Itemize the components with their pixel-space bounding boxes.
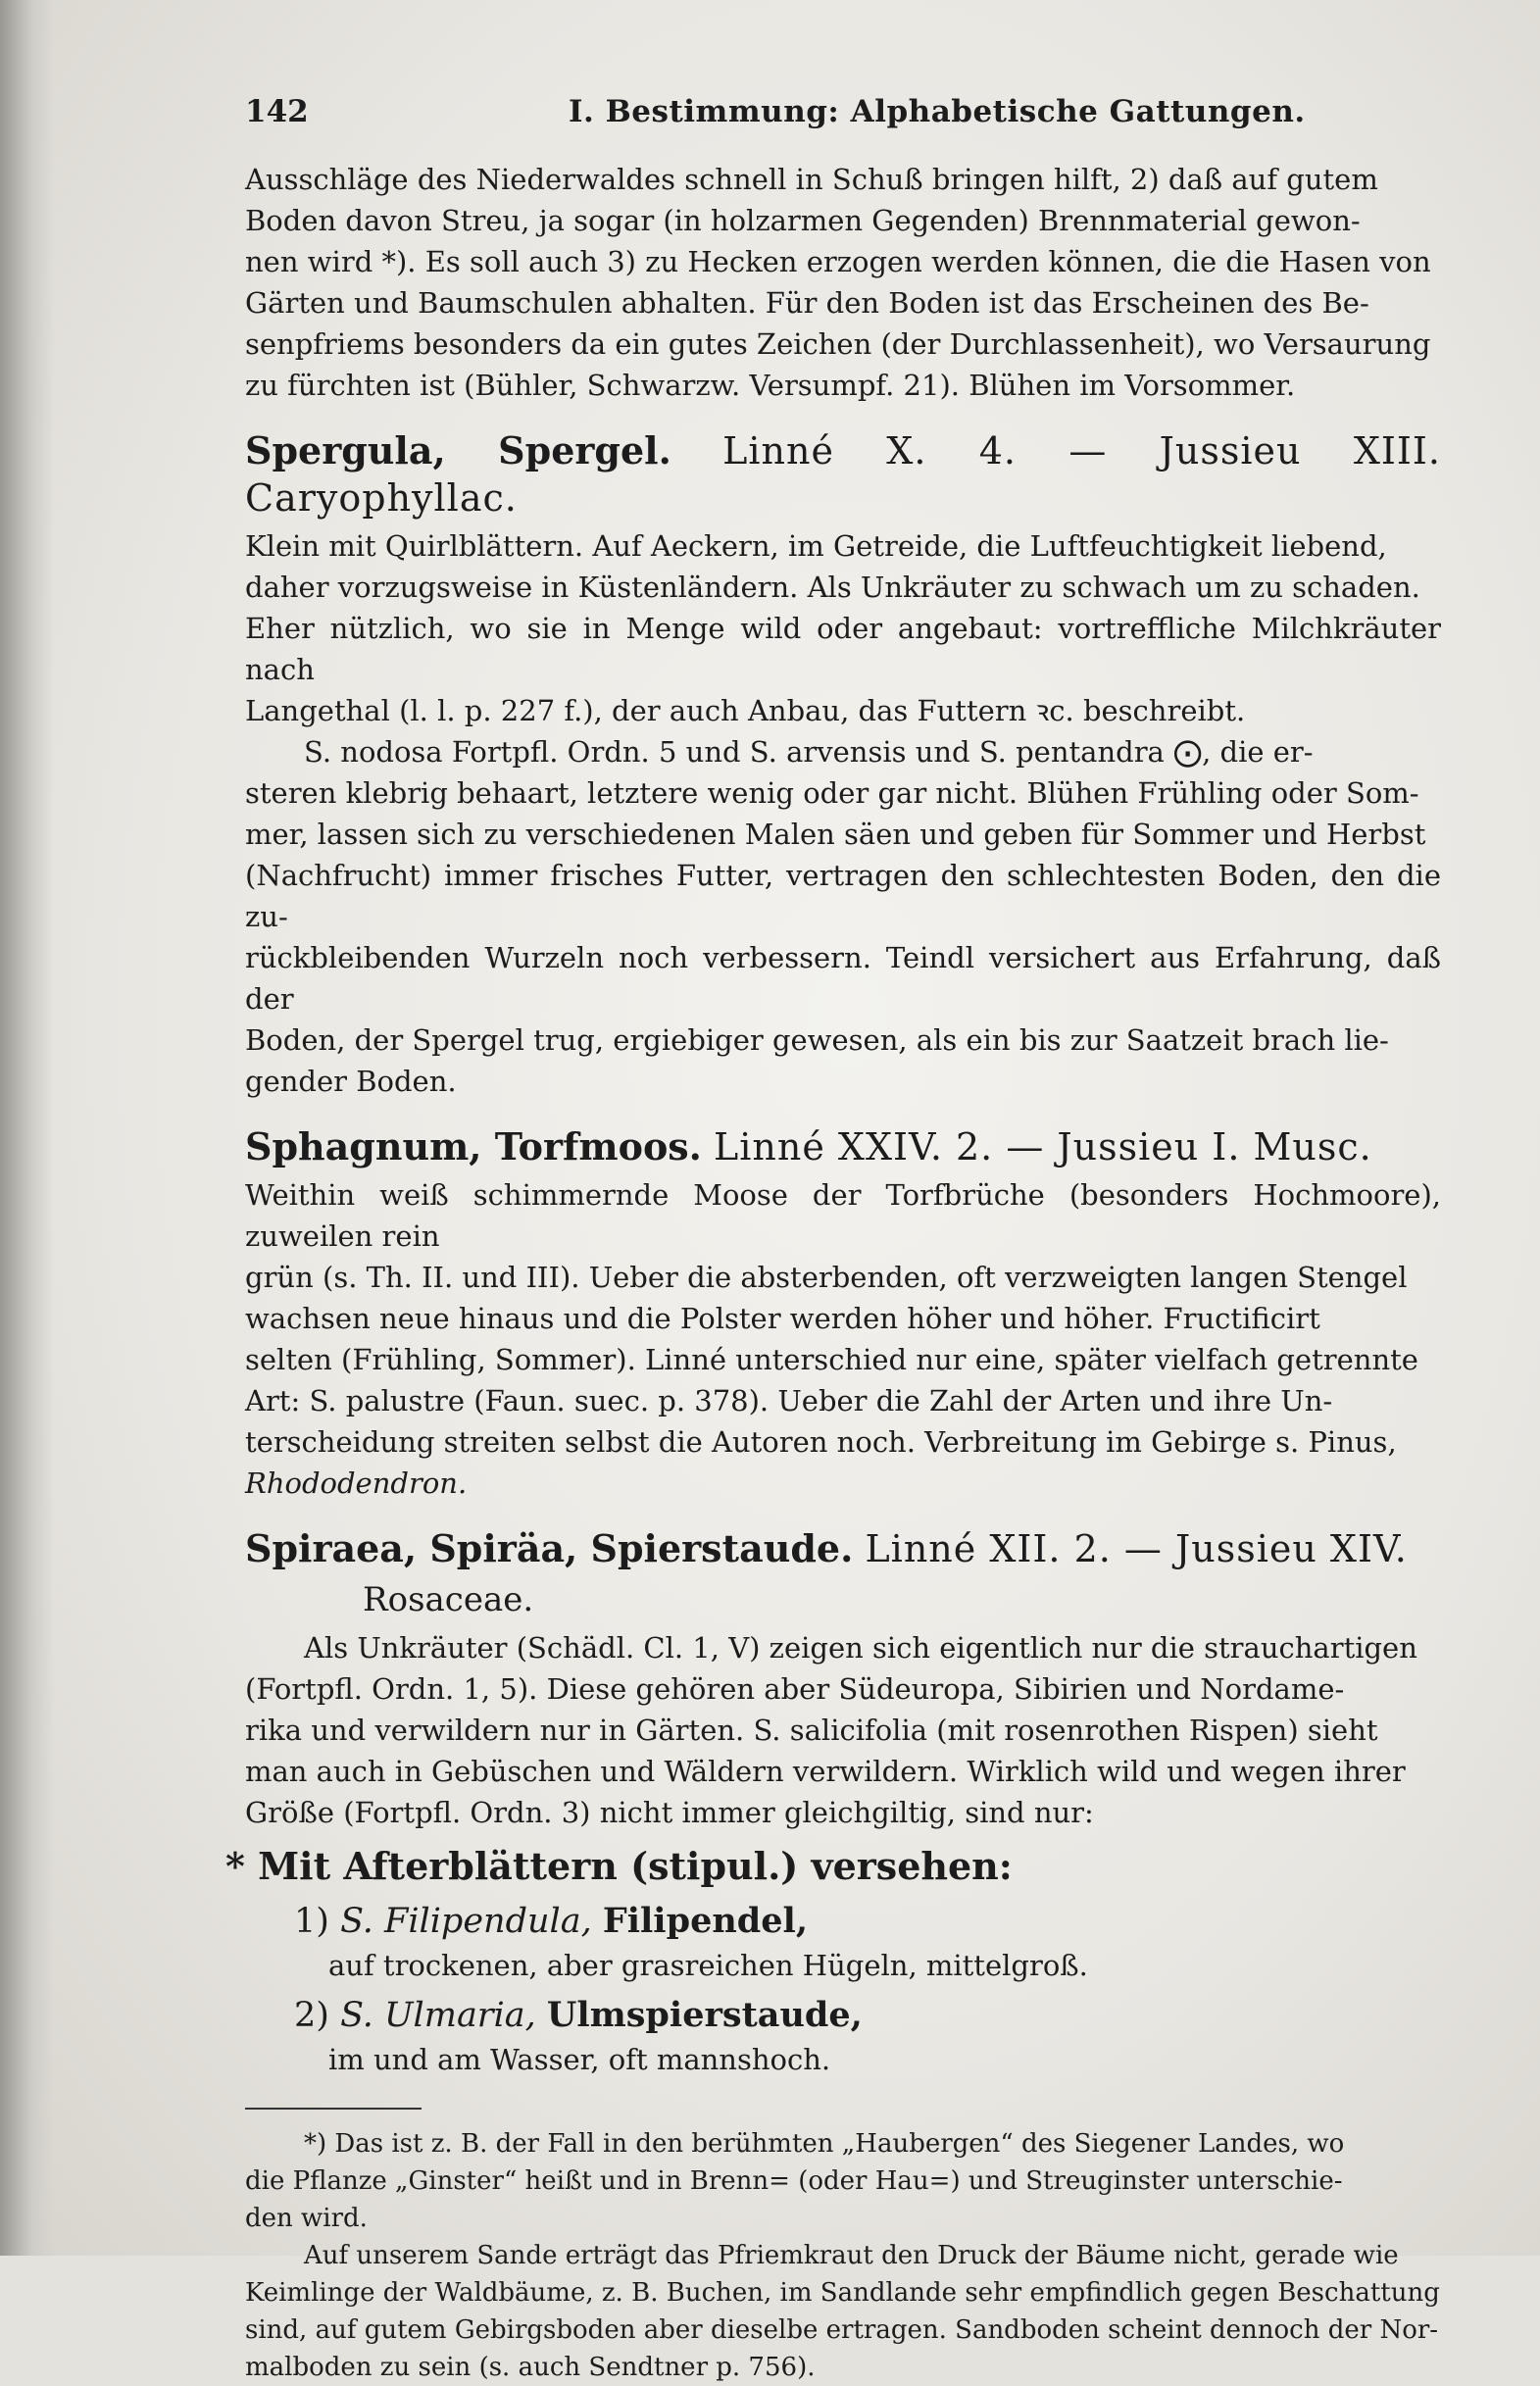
text-line: selten (Frühling, Sommer). Linné unterschied nur eine, später vielfach getrennte: [245, 1343, 1418, 1376]
species-number: 1): [294, 1902, 329, 1941]
footnote-line: die Pflanze „Ginster“ heißt und in Brenn= (oder Hau=) und Streuginster unterschie-: [245, 2166, 1343, 2196]
species-common-name: Filipendel,: [602, 1901, 809, 1941]
text-line: steren klebrig behaart, letztere wenig oder gar nicht. Blühen Frühling oder Som-: [245, 776, 1419, 810]
text-line: Größe (Fortpfl. Ordn. 3) nicht immer gleichgiltig, sind nur:: [245, 1796, 1094, 1829]
species-note: auf trockenen, aber grasreichen Hügeln, mittelgroß.: [328, 1949, 1088, 1982]
text-line: zu fürchten ist (Bühler, Schwarzw. Versumpf. 21). Blühen im Vorsommer.: [245, 369, 1296, 402]
footnote-line: den wird.: [245, 2204, 368, 2233]
entry-name: Spergula, Spergel.: [245, 428, 671, 472]
text-line: Boden davon Streu, ja sogar (in holzarmen Gegenden) Brennmaterial gewon-: [245, 204, 1361, 237]
entry-classification: Linné XXIV. 2. — Jussieu I. Musc.: [714, 1125, 1372, 1168]
entry-heading: [245, 1123, 1441, 1170]
footnote-line: sind, auf gutem Gebirgsboden aber dieselbe ertragen. Sandboden scheint dennoch der Nor-: [245, 2315, 1439, 2345]
text-line: S. nodosa Fortpfl. Ordn. 5 und S. arvensis und S. pentandra ⨀, die er-: [304, 735, 1314, 769]
species-scientific-name: S. Filipendula,: [340, 1902, 592, 1941]
species-note: im und am Wasser, oft mannshoch.: [328, 2043, 831, 2076]
intro-paragraph: [245, 159, 1441, 406]
text-line: (Nachfrucht) immer frisches Futter, vertragen den schlechtesten Boden, den die zu-: [245, 859, 1441, 933]
entry-spiraea: [225, 1525, 1441, 2080]
text-line: Eher nützlich, wo sie in Menge wild oder angebaut: vortreffliche Milchkräuter nach: [245, 612, 1441, 686]
text-line: nen wird *). Es soll auch 3) zu Hecken erzogen werden können, die die Hasen von: [245, 245, 1431, 278]
entry-heading: [245, 427, 1441, 522]
text-line: Als Unkräuter (Schädl. Cl. 1, V) zeigen sich eigentlich nur die strauchartigen: [304, 1631, 1417, 1665]
entry-name: Spiraea, Spiräa, Spierstaude.: [245, 1526, 854, 1570]
text-line: Weithin weiß schimmernde Moose der Torfbrüche (besonders Hochmoore), zuweilen rein: [245, 1178, 1441, 1253]
page-body: [225, 159, 1441, 2386]
footnote-line: Auf unserem Sande erträgt das Pfriemkraut den Druck der Bäume nicht, gerade wie: [304, 2241, 1399, 2270]
running-title: I. Bestimmung: Alphabetische Gattungen.: [569, 94, 1306, 129]
text-line: Boden, der Spergel trug, ergiebiger gewesen, als ein bis zur Saatzeit brach lie-: [245, 1023, 1389, 1057]
text-line: terscheidung streiten selbst die Autoren noch. Verbreitung im Gebirge s. Pinus,: [245, 1425, 1397, 1459]
entry-classification: Linné XII. 2. — Jussieu XIV.: [865, 1527, 1408, 1570]
entry-spergula: [245, 427, 1441, 1102]
entry-name: Sphagnum, Torfmoos.: [245, 1124, 702, 1168]
species-item: [245, 1992, 1441, 2039]
species-item: [245, 1898, 1441, 1945]
page-binding-shadow: [0, 0, 54, 2256]
footnote-line: Keimlinge der Waldbäume, z. B. Buchen, im Sandlande sehr empfindlich gegen Beschattung: [245, 2278, 1440, 2308]
text-line: grün (s. Th. II. und III). Ueber die absterbenden, oft verzweigten langen Stengel: [245, 1261, 1408, 1294]
text-line: rika und verwildern nur in Gärten. S. salicifolia (mit rosenrothen Rispen) sieht: [245, 1714, 1378, 1747]
text-line: Klein mit Quirlblättern. Auf Aeckern, im Getreide, die Luftfeuchtigkeit liebend,: [245, 529, 1387, 563]
text-line: senpfriems besonders da ein gutes Zeichen (der Durchlassenheit), wo Versaurung: [245, 327, 1431, 361]
species-scientific-name: S. Ulmaria,: [340, 1996, 536, 2035]
text-line: Langethal (l. l. p. 227 f.), der auch Anbau, das Futtern ꝛc. beschreibt.: [245, 694, 1246, 727]
page-header: [245, 94, 1441, 135]
species-common-name: Ulmspierstaude,: [546, 1995, 863, 2035]
species-number: 2): [294, 1996, 329, 2035]
footnote-divider: [245, 2108, 422, 2110]
entry-classification: Linné X. 4. — Jussieu XIII. Caryophyllac.: [245, 429, 1441, 520]
footnote-line: malboden zu sein (s. auch Sendtner p. 756).: [245, 2353, 816, 2382]
entry-sphagnum: [245, 1123, 1441, 1504]
text-line: daher vorzugsweise in Küstenländern. Als Unkräuter zu schwach um zu schaden.: [245, 571, 1420, 604]
page-number: 142: [245, 94, 309, 129]
footnotes: [245, 2125, 1441, 2386]
text-line: Art: S. palustre (Faun. suec. p. 378). Ueber die Zahl der Arten und ihre Un-: [245, 1384, 1333, 1417]
text-line: Gärten und Baumschulen abhalten. Für den Boden ist das Erscheinen des Be-: [245, 286, 1369, 320]
text-line: gender Boden.: [245, 1065, 457, 1098]
text-line: wachsen neue hinaus und die Polster werden höher und höher. Fructificirt: [245, 1302, 1320, 1335]
text-line: mer, lassen sich zu verschiedenen Malen säen und geben für Sommer und Herbst: [245, 818, 1426, 851]
entry-heading: [245, 1525, 1441, 1572]
text-line: Rhododendron.: [245, 1466, 468, 1500]
group-heading: * Mit Afterblättern (stipul.) versehen:: [225, 1844, 1013, 1888]
text-line: rückbleibenden Wurzeln noch verbessern. Teindl versichert aus Erfahrung, daß der: [245, 941, 1441, 1016]
text-line: (Fortpfl. Ordn. 1, 5). Diese gehören aber Südeuropa, Sibirien und Nordame-: [245, 1672, 1345, 1706]
entry-classification-cont: Rosaceae.: [363, 1580, 534, 1619]
text-line: man auch in Gebüschen und Wäldern verwildern. Wirklich wild und wegen ihrer: [245, 1755, 1406, 1788]
footnote-line: *) Das ist z. B. der Fall in den berühmten „Haubergen“ des Siegener Landes, wo: [304, 2129, 1345, 2159]
text-line: Ausschläge des Niederwaldes schnell in Schuß bringen hilft, 2) daß auf gutem: [245, 163, 1378, 196]
